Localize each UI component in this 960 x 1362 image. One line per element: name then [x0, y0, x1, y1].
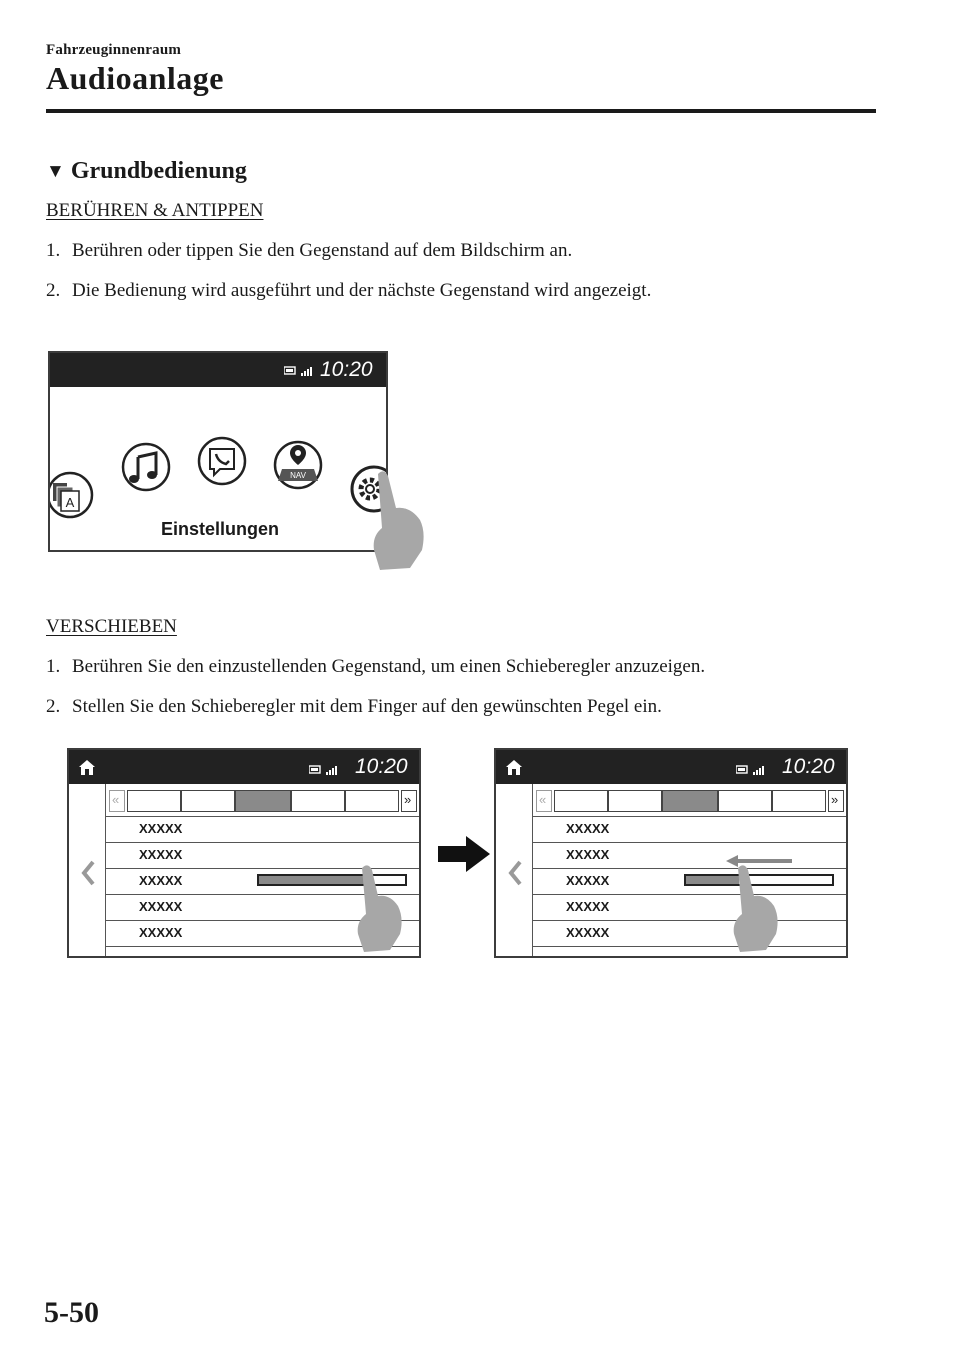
touch-screen-illustration [48, 351, 388, 552]
svg-text:A: A [65, 495, 75, 510]
slide-subheading: VERSCHIEBEN [46, 616, 177, 637]
home-icon [504, 758, 524, 776]
tab-1 [554, 790, 608, 812]
list-item-label: XXXXX [566, 821, 610, 836]
clock: 10:20 [355, 755, 408, 778]
tab-scroll-left-icon: « [109, 790, 125, 812]
list-item-label: XXXXX [566, 847, 610, 862]
finger-pointer-icon [732, 864, 782, 954]
step-number: 1. [46, 656, 61, 677]
touch-step-1 [46, 240, 572, 262]
section-heading-title: Grundbedienung [70, 158, 247, 184]
list-item-label: XXXXX [139, 899, 183, 914]
status-bar [496, 750, 846, 784]
settings-caption: Einstellungen [160, 519, 279, 539]
tab-4 [291, 790, 345, 812]
list-item-label: XXXXX [139, 847, 183, 862]
list-item [532, 842, 846, 869]
tab-scroll-right-icon: » [828, 790, 844, 812]
status-bar [69, 750, 419, 784]
tab-5 [345, 790, 399, 812]
tab-4 [718, 790, 772, 812]
nav-icon [275, 442, 321, 488]
list-item-label: XXXXX [139, 925, 183, 940]
tab-scroll-right-icon: » [401, 790, 417, 812]
triangle-marker-icon: ▼ [46, 160, 65, 182]
list-item [532, 920, 846, 947]
step-number: 2. [46, 696, 61, 717]
tab-2 [608, 790, 662, 812]
list-item [532, 894, 846, 921]
list-item [532, 868, 846, 895]
step-text: Die Bedienung wird ausgeführt und der nächste Gegenstand wird angezeigt. [72, 280, 652, 301]
back-chevron-icon [81, 860, 95, 886]
phone-icon [199, 438, 245, 484]
status-bar [50, 353, 386, 387]
battery-signal-icon [736, 764, 768, 776]
header-rule [46, 109, 876, 113]
list-item-label: XXXXX [139, 821, 183, 836]
tab-2 [181, 790, 235, 812]
clock: 10:20 [782, 755, 835, 778]
tab-scroll-left-icon: « [536, 790, 552, 812]
finger-pointer-icon [370, 468, 430, 572]
battery-signal-icon [309, 764, 341, 776]
chapter-title: Audioanlage [46, 60, 224, 96]
music-icon [123, 444, 169, 490]
back-chevron-icon [508, 860, 522, 886]
section-label: Fahrzeuginnenraum [46, 42, 182, 58]
slide-step-1 [46, 656, 705, 678]
slider-fill [686, 876, 739, 884]
slide-step-2 [46, 696, 662, 718]
tab-3-active [235, 790, 291, 812]
list-item-label: XXXXX [139, 873, 183, 888]
nav-badge: NAV [290, 471, 306, 480]
step-text: Stellen Sie den Schieberegler mit dem Finger auf den gewünschten Pegel ein. [72, 696, 662, 717]
slider-screen-after [494, 748, 848, 958]
list-item-label: XXXXX [566, 925, 610, 940]
page-number: 5-50 [44, 1296, 99, 1329]
step-text: Berühren oder tippen Sie den Gegenstand auf dem Bildschirm an. [72, 240, 573, 261]
clock: 10:20 [320, 358, 373, 381]
home-icon [77, 758, 97, 776]
tab-3-active [662, 790, 718, 812]
tab-5 [772, 790, 826, 812]
transition-arrow-icon [436, 834, 492, 874]
list-item-label: XXXXX [566, 899, 610, 914]
list-item-label: XXXXX [566, 873, 610, 888]
touch-subheading: BERÜHREN & ANTIPPEN [46, 200, 264, 221]
touch-step-2 [46, 280, 651, 302]
tab-1 [127, 790, 181, 812]
step-text: Berühren Sie den einzustellenden Gegenstand, um einen Schieberegler anzuzeigen. [72, 656, 706, 677]
step-number: 1. [46, 240, 61, 261]
step-number: 2. [46, 280, 61, 301]
list-item [532, 816, 846, 843]
section-heading [46, 158, 247, 185]
battery-signal-icon [284, 365, 316, 377]
finger-pointer-icon [356, 864, 406, 954]
apps-icon [50, 473, 92, 517]
list-item [105, 816, 419, 843]
slider-fill [259, 876, 364, 884]
